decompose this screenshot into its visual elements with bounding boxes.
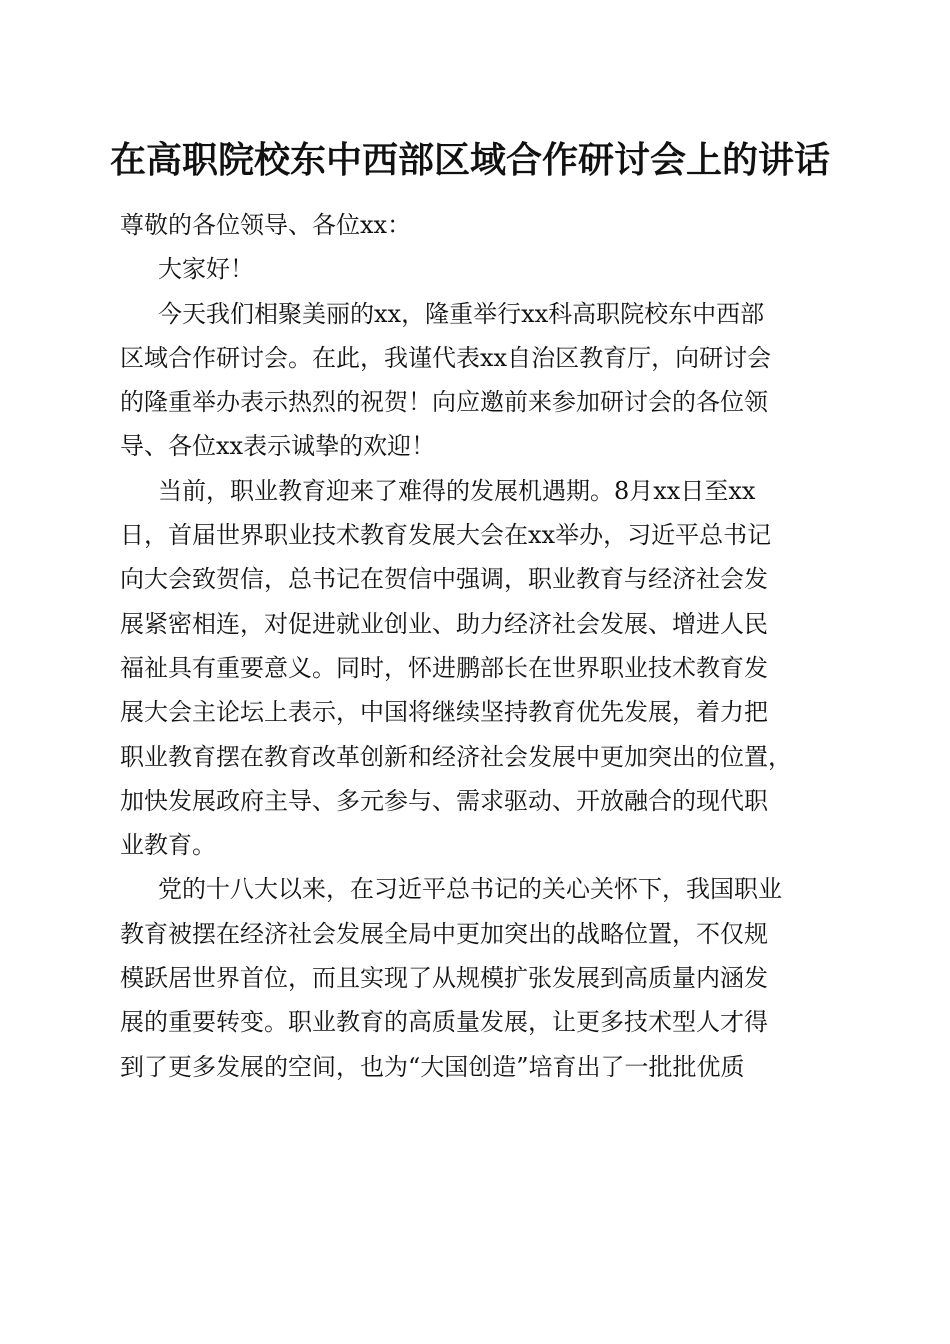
text-line: 展大会主论坛上表示，中国将继续坚持教育优先发展，着力把: [120, 698, 768, 727]
text-line: 加快发展政府主导、多元参与、需求驱动、开放融合的现代职: [120, 786, 768, 815]
document-title: 在高职院校东中西部区域合作研讨会上的讲话: [109, 139, 830, 181]
text-line: 当前，职业教育迎来了难得的发展机遇期。8月xx日至xx: [158, 476, 756, 505]
text-line: 党的十八大以来，在习近平总书记的关心关怀下，我国职业: [158, 875, 782, 904]
text-line: 尊敬的各位领导、各位xx：: [120, 211, 412, 239]
text-line: 展紧密相连，对促进就业创业、助力经济社会发展、增进人民: [120, 609, 768, 638]
text-line: 职业教育摆在教育改革创新和经济社会发展中更加突出的位置，: [120, 742, 792, 771]
text-line: 福祉具有重要意义。同时，怀进鹏部长在世界职业技术教育发: [120, 653, 768, 682]
text-line: 的隆重举办表示热烈的祝贺！向应邀前来参加研讨会的各位领: [120, 388, 768, 417]
text-line: 教育被摆在经济社会发展全局中更加突出的战略位置，不仅规: [120, 919, 768, 948]
text-line: 到了更多发展的空间，也为“大国创造”培育出了一批批优质: [120, 1052, 745, 1081]
text-line: 今天我们相聚美丽的xx，隆重举行xx科高职院校东中西部: [158, 299, 765, 328]
text-line: 大家好！: [158, 255, 254, 284]
text-line: 向大会致贺信，总书记在贺信中强调，职业教育与经济社会发: [120, 565, 768, 594]
document-body: [120, 203, 830, 1089]
text-line: 展的重要转变。职业教育的高质量发展，让更多技术型人才得: [120, 1008, 768, 1037]
text-line: 业教育。: [120, 831, 216, 860]
text-line: 区域合作研讨会。在此，我谨代表xx自治区教育厅，向研讨会: [120, 343, 772, 372]
text-line: 日，首届世界职业技术教育发展大会在xx举办，习近平总书记: [120, 521, 772, 550]
text-line: 模跃居世界首位，而且实现了从规模扩张发展到高质量内涵发: [120, 964, 768, 993]
text-line: 导、各位xx表示诚挚的欢迎！: [120, 432, 436, 461]
